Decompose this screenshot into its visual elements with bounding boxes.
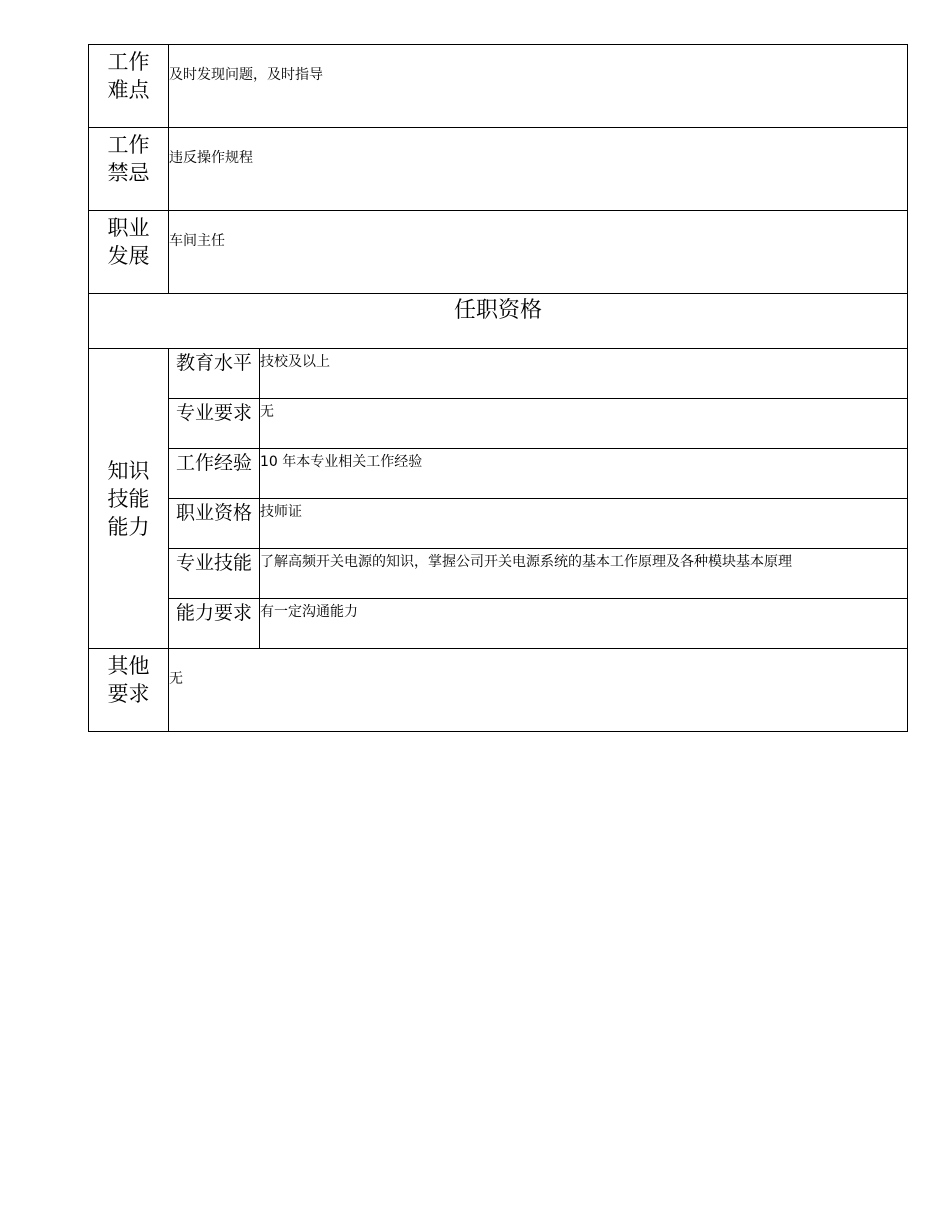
section-title-qualifications: 任职资格: [89, 294, 908, 349]
row-education: [89, 349, 908, 399]
row-work-taboo: [89, 128, 908, 211]
value-professional-qualification: 技师证: [260, 499, 908, 549]
row-section-title: [89, 294, 908, 349]
label-education: 教育水平: [169, 349, 260, 399]
value-major-requirement: 无: [260, 399, 908, 449]
label-major-requirement: 专业要求: [169, 399, 260, 449]
label-career-development: 职业 发展: [89, 211, 169, 294]
row-work-experience: [89, 449, 908, 499]
row-professional-skills: [89, 549, 908, 599]
label-work-taboo: 工作 禁忌: [89, 128, 169, 211]
value-ability-requirement: 有一定沟通能力: [260, 599, 908, 649]
label-professional-qualification: 职业资格: [169, 499, 260, 549]
label-ability-requirement: 能力要求: [169, 599, 260, 649]
row-professional-qualification: [89, 499, 908, 549]
label-professional-skills: 专业技能: [169, 549, 260, 599]
label-work-experience: 工作经验: [169, 449, 260, 499]
value-other-requirements: 无: [169, 649, 908, 732]
row-ability-requirement: [89, 599, 908, 649]
label-knowledge-skills-ability: 知识 技能 能力: [89, 349, 169, 649]
row-major-requirement: [89, 399, 908, 449]
value-work-difficulty: 及时发现问题，及时指导: [169, 45, 908, 128]
row-other-requirements: [89, 649, 908, 732]
row-work-difficulty: [89, 45, 908, 128]
value-education: 技校及以上: [260, 349, 908, 399]
row-career-development: [89, 211, 908, 294]
value-career-development: 车间主任: [169, 211, 908, 294]
value-work-taboo: 违反操作规程: [169, 128, 908, 211]
value-work-experience: 10 年本专业相关工作经验: [260, 449, 908, 499]
job-description-table: [88, 44, 908, 732]
value-professional-skills: 了解高频开关电源的知识，掌握公司开关电源系统的基本工作原理及各种模块基本原理: [260, 549, 908, 599]
label-other-requirements: 其他 要求: [89, 649, 169, 732]
label-work-difficulty: 工作 难点: [89, 45, 169, 128]
